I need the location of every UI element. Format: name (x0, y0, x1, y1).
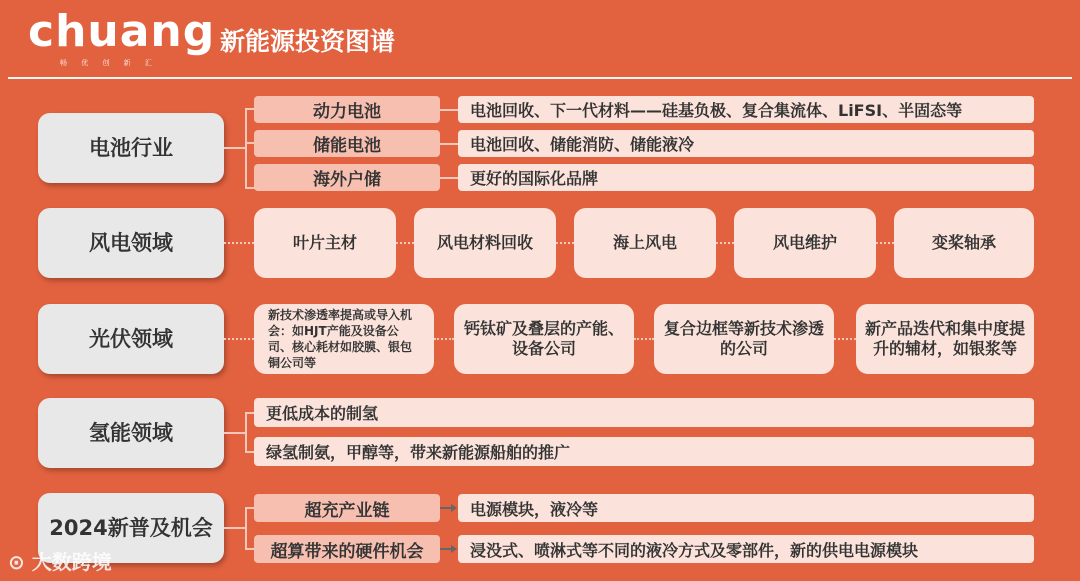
watermark-text: 大数跨境 (31, 550, 112, 574)
header-divider (8, 77, 1072, 79)
pv-card-new-tech: 新技术渗透率提高或导入机会：如HJT产能及设备公司、核心耗材如胶膜、银包铜公司等 (254, 304, 434, 374)
connector (876, 242, 894, 244)
connector (224, 147, 246, 149)
desc-overseas-storage: 更好的国际化品牌 (458, 164, 1034, 191)
category-battery: 电池行业 (38, 113, 224, 183)
desc-supercomputing: 浸没式、喷淋式等不同的液冷方式及零部件，新的供电电源模块 (458, 535, 1034, 563)
hydrogen-item-low-cost: 更低成本的制氢 (254, 398, 1034, 427)
desc-supercharging: 电源模块，液冷等 (458, 494, 1034, 522)
pv-card-composite-frame: 复合边框等新技术渗透的公司 (654, 304, 834, 374)
connector (440, 109, 458, 111)
category-wind: 风电领域 (38, 208, 224, 278)
logo-subtitle: 畅 优 创 新 汇 (60, 59, 158, 67)
wind-card-recycling: 风电材料回收 (414, 208, 556, 278)
connector (834, 338, 856, 340)
category-pv: 光伏领域 (38, 304, 224, 374)
watermark-icon: ⊙ (8, 550, 32, 574)
watermark (8, 546, 112, 575)
category-2024-opportunity: 2024新普及机会 (38, 493, 224, 563)
sub-supercomputing: 超算带来的硬件机会 (254, 535, 440, 563)
arrow-right-icon (451, 545, 457, 553)
category-hydrogen: 氢能领域 (38, 398, 224, 468)
connector (224, 338, 254, 340)
wind-card-pitch-bearing: 变桨轴承 (894, 208, 1034, 278)
wind-card-offshore: 海上风电 (574, 208, 716, 278)
connector (396, 242, 414, 244)
wind-card-blade-material: 叶片主材 (254, 208, 396, 278)
desc-power-battery: 电池回收、下一代材料——硅基负极、复合集流体、LiFSI、半固态等 (458, 96, 1034, 123)
connector (224, 432, 246, 434)
sub-supercharging: 超充产业链 (254, 494, 440, 522)
connector (716, 242, 734, 244)
page-title: 新能源投资图谱 (220, 27, 396, 56)
sub-power-battery: 动力电池 (254, 96, 440, 123)
connector (245, 108, 247, 188)
connector (556, 242, 574, 244)
pv-card-auxiliary: 新产品迭代和集中度提升的辅材，如银浆等 (856, 304, 1034, 374)
connector (634, 338, 654, 340)
connector (224, 242, 254, 244)
connector (224, 527, 246, 529)
desc-storage-battery: 电池回收、储能消防、储能液冷 (458, 130, 1034, 157)
connector (440, 143, 458, 145)
connector (434, 338, 454, 340)
sub-storage-battery: 储能电池 (254, 130, 440, 157)
connector (245, 507, 247, 549)
pv-card-perovskite: 钙钛矿及叠层的产能、设备公司 (454, 304, 634, 374)
wind-card-maintenance: 风电维护 (734, 208, 876, 278)
sub-overseas-storage: 海外户储 (254, 164, 440, 191)
connector (245, 412, 247, 452)
arrow-right-icon (451, 504, 457, 512)
hydrogen-item-green-ammonia: 绿氢制氨，甲醇等，带来新能源船舶的推广 (254, 437, 1034, 466)
chuang-logo: chuang (28, 6, 216, 57)
connector (440, 177, 458, 179)
